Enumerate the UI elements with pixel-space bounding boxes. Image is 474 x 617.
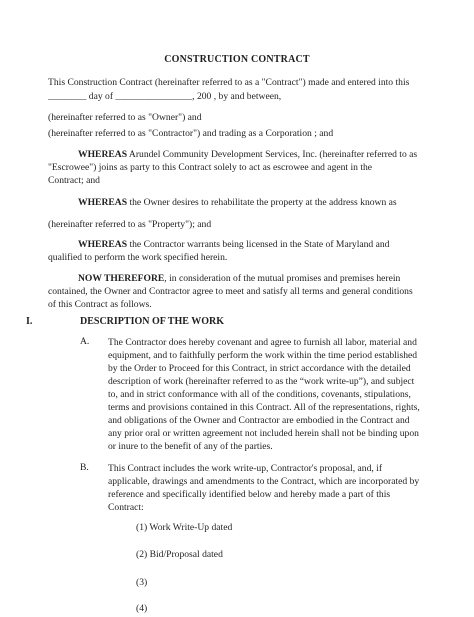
whereas-2-text: the Owner desires to rehabilitate the property at the address known as (127, 197, 397, 208)
attachment-item: (3) (136, 577, 148, 588)
whereas-1-text: Arundel Community Development Services, Inc. (hereinafter referred to as (127, 149, 418, 160)
whereas-keyword: WHEREAS (78, 197, 128, 208)
whereas-keyword: WHEREAS (78, 149, 128, 160)
now-therefore-line-3: of this Contract as follows. (48, 299, 152, 310)
subsection-a-line: or inure to the benefit of any of the parties. (108, 441, 273, 452)
whereas-keyword: WHEREAS (78, 239, 128, 250)
subsection-a-line: to, and in strict conformance with all of the conditions, covenants, stipulations, (108, 389, 411, 400)
subsection-b-line: reference and specifically identified below and hereby made a part of this (108, 489, 391, 500)
attachment-item: (1) Work Write-Up dated (136, 522, 233, 533)
subsection-b-line: Contract: (108, 502, 144, 513)
property-line: (hereinafter referred to as "Property"); and (48, 219, 212, 230)
now-therefore-text: , in consideration of the mutual promises and premises herein (164, 273, 401, 284)
whereas-1-line-1 (78, 148, 417, 161)
attachment-item: (2) Bid/Proposal dated (136, 549, 223, 560)
subsection-a-line: by the Order to Proceed for this Contract, in strict accordance with the detailed (108, 363, 411, 374)
subsection-a-line: equipment, and to faithfully perform the work within the time period established (108, 350, 418, 361)
now-therefore-line-2: contained, the Owner and Contractor agree to meet and satisfy all terms and general conditions (48, 286, 413, 297)
now-therefore-line-1 (78, 272, 400, 285)
owner-line: (hereinafter referred to as "Owner") and (48, 112, 202, 123)
section-number: I. (26, 316, 33, 327)
subsection-b-line: This Contract includes the work write-up, Contractor's proposal, and, if (108, 463, 383, 474)
document-title: CONSTRUCTION CONTRACT (164, 54, 310, 65)
subsection-a-line: and obligations of the Owner and Contractor are embodied in the Contract and (108, 415, 410, 426)
subsection-a-line: terms and provisions contained in this Contract. All of the representations, rights, (108, 402, 420, 413)
subsection-b-letter: B. (80, 462, 89, 473)
subsection-a-line: description of work (hereinafter referred to as the “work write-up”), and subject (108, 376, 415, 387)
section-title: DESCRIPTION OF THE WORK (80, 316, 225, 327)
whereas-2-line-1 (78, 196, 397, 209)
now-therefore-keyword: NOW THEREFORE (78, 273, 165, 284)
whereas-1-line-2: "Escrowee") joins as party to this Contract solely to act as escrowee and agent in the (48, 162, 373, 173)
attachment-item: (4) (136, 603, 148, 614)
whereas-3-line-2: qualified to perform the work specified herein. (48, 252, 228, 263)
whereas-3-line-1 (78, 238, 389, 251)
subsection-b-line: applicable, drawings and amendments to the Contract, which are incorporated by (108, 476, 420, 487)
whereas-3-text: the Contractor warrants being licensed in the State of Maryland and (127, 239, 390, 250)
subsection-a-letter: A. (80, 336, 90, 347)
whereas-1-line-3: Contract; and (48, 175, 100, 186)
subsection-a-line: The Contractor does hereby covenant and agree to furnish all labor, material and (108, 337, 417, 348)
intro-line-1: This Construction Contract (hereinafter referred to as a "Contract") made and entered into this (48, 77, 410, 88)
intro-line-2: ________ day of ________________, 200 , by and between, (48, 91, 282, 102)
subsection-a-line: any prior oral or written agreement not included herein shall not be binding upon (108, 428, 419, 439)
contractor-line: (hereinafter referred to as "Contractor") and trading as a Corporation ; and (48, 128, 334, 139)
